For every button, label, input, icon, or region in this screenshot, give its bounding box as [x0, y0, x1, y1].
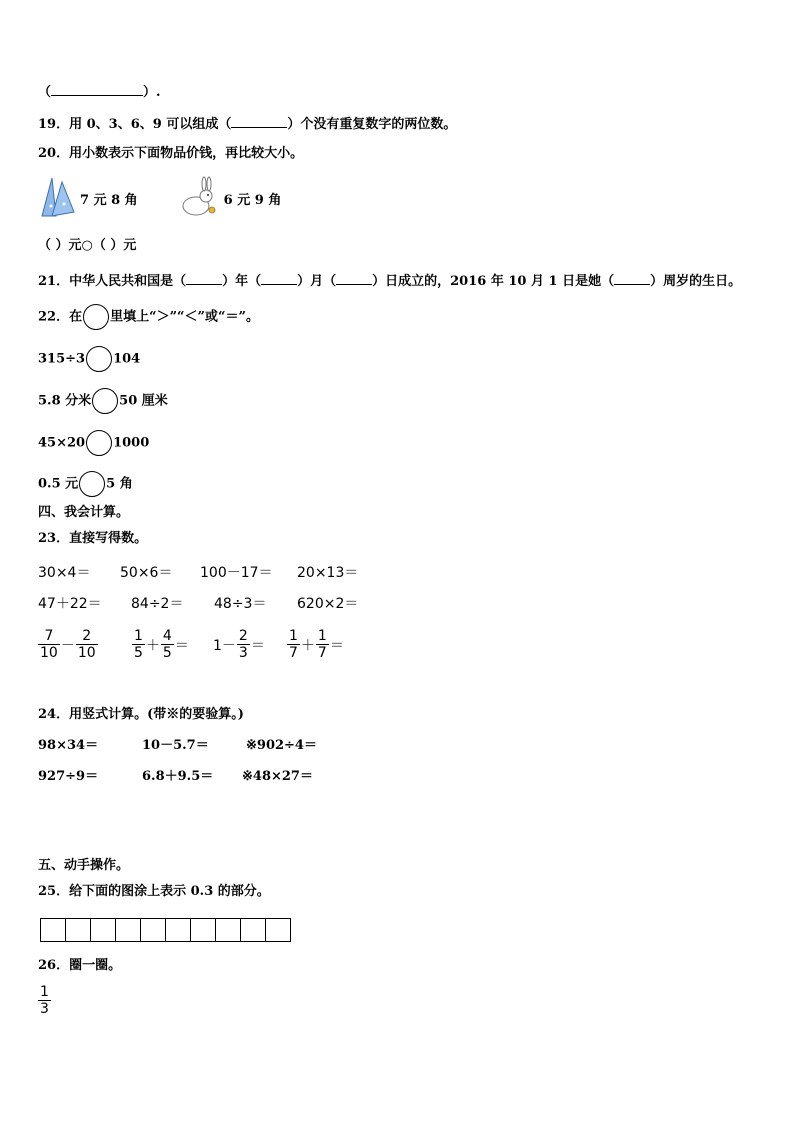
fraction-expression: 1－ $\frac{2}{3}$ ＝ — [213, 628, 265, 661]
fraction: $\frac{2}{10}$ — [77, 628, 96, 661]
grid-cell[interactable] — [166, 919, 191, 941]
compare-circle[interactable] — [86, 346, 112, 372]
q20-compare: （ ）元○（ ）元 — [38, 238, 137, 253]
question-20-title: 20．用小数表示下面物品价钱，再比较大小。 — [38, 146, 304, 161]
answer-blank[interactable] — [614, 271, 650, 285]
compare-circle[interactable] — [86, 430, 112, 456]
calc-item: ※48×27＝ — [242, 769, 313, 784]
grid-cell[interactable] — [266, 919, 290, 941]
answer-blank[interactable] — [261, 271, 297, 285]
grid-cell[interactable] — [141, 919, 166, 941]
compare-circle — [83, 304, 109, 330]
section-4-heading: 四、我会计算。 — [38, 505, 130, 520]
calc-item: 84÷2＝ — [131, 596, 184, 612]
question-26-title: 26．圈一圈。 — [38, 958, 122, 973]
fraction: $\frac{2}{3}$ — [238, 628, 248, 661]
q18-line: （ ）. — [38, 82, 161, 102]
grid-cell[interactable] — [241, 919, 266, 941]
calc-item: 47＋22＝ — [38, 596, 102, 612]
question-25-title: 25．给下面的图涂上表示 0.3 的部分。 — [38, 884, 270, 899]
question-19: 19．用 0、3、6、9 可以组成（ ）个没有重复数字的两位数。 — [38, 114, 456, 134]
fraction-expression: $\frac{7}{10}$ － $\frac{2}{10}$ — [40, 628, 96, 661]
calc-item: ※902÷4＝ — [246, 738, 317, 753]
q22-item: 315÷3 104 — [38, 346, 140, 372]
q22-item: 5.8 分米 50 厘米 — [38, 388, 168, 414]
grid-cell[interactable] — [66, 919, 91, 941]
item2-price: 6 元 9 角 — [223, 192, 282, 208]
calc-item: 100－17＝ — [200, 565, 273, 581]
section-5-heading: 五、动手操作。 — [38, 858, 130, 873]
fraction-expression: $\frac{1}{5}$ ＋ $\frac{4}{5}$ ＝ — [134, 628, 189, 661]
calc-item: 30×4＝ — [38, 565, 91, 581]
fraction: $\frac{1}{3}$ — [40, 984, 49, 1017]
calc-item: 20×13＝ — [297, 565, 359, 581]
triangle-ruler-icon — [38, 176, 76, 220]
q20-items — [38, 176, 281, 220]
answer-blank[interactable] — [51, 82, 143, 96]
q22-item: 0.5 元 5 角 — [38, 471, 133, 497]
calc-item: 48÷3＝ — [214, 596, 267, 612]
grid-cell[interactable] — [116, 919, 141, 941]
fraction: $\frac{1}{7}$ — [317, 628, 327, 661]
item1-price: 7 元 8 角 — [80, 192, 138, 208]
calc-item: 927÷9＝ — [38, 769, 99, 784]
question-24-title: 24．用竖式计算。(带※的要验算。) — [38, 707, 244, 722]
fraction: $\frac{4}{5}$ — [162, 628, 172, 661]
calc-item: 50×6＝ — [120, 565, 173, 581]
fraction: $\frac{1}{5}$ — [134, 628, 143, 661]
grid-cell[interactable] — [216, 919, 241, 941]
fraction: $\frac{7}{10}$ — [40, 628, 58, 661]
answer-blank[interactable] — [336, 271, 372, 285]
rabbit-toy-icon — [176, 176, 220, 220]
calc-item: 620×2＝ — [297, 596, 359, 612]
calc-item: 98×34＝ — [38, 738, 99, 753]
grid-cell[interactable] — [41, 919, 66, 941]
q22-item: 45×20 1000 — [38, 430, 149, 456]
calc-item: 10－5.7＝ — [142, 738, 209, 753]
grid-cell[interactable] — [91, 919, 116, 941]
answer-blank[interactable] — [231, 114, 287, 128]
calc-item: 6.8＋9.5＝ — [142, 769, 214, 784]
question-22-title: 22．在 里填上“＞”“＜”或“＝”。 — [38, 304, 259, 330]
answer-blank[interactable] — [186, 271, 222, 285]
compare-circle[interactable] — [79, 471, 105, 497]
fraction-expression: $\frac{1}{7}$ ＋ $\frac{1}{7}$ ＝ — [289, 628, 344, 661]
question-21: 21．中华人民共和国是（ ）年（ ）月（ ）日成立的，2016 年 10 月 1 日是她（ ）周岁的生日。 — [38, 271, 741, 291]
compare-circle[interactable] — [92, 388, 118, 414]
question-23-title: 23．直接写得数。 — [38, 531, 148, 546]
grid-cell[interactable] — [191, 919, 216, 941]
shading-grid — [40, 918, 291, 942]
fraction: $\frac{1}{7}$ — [289, 628, 298, 661]
